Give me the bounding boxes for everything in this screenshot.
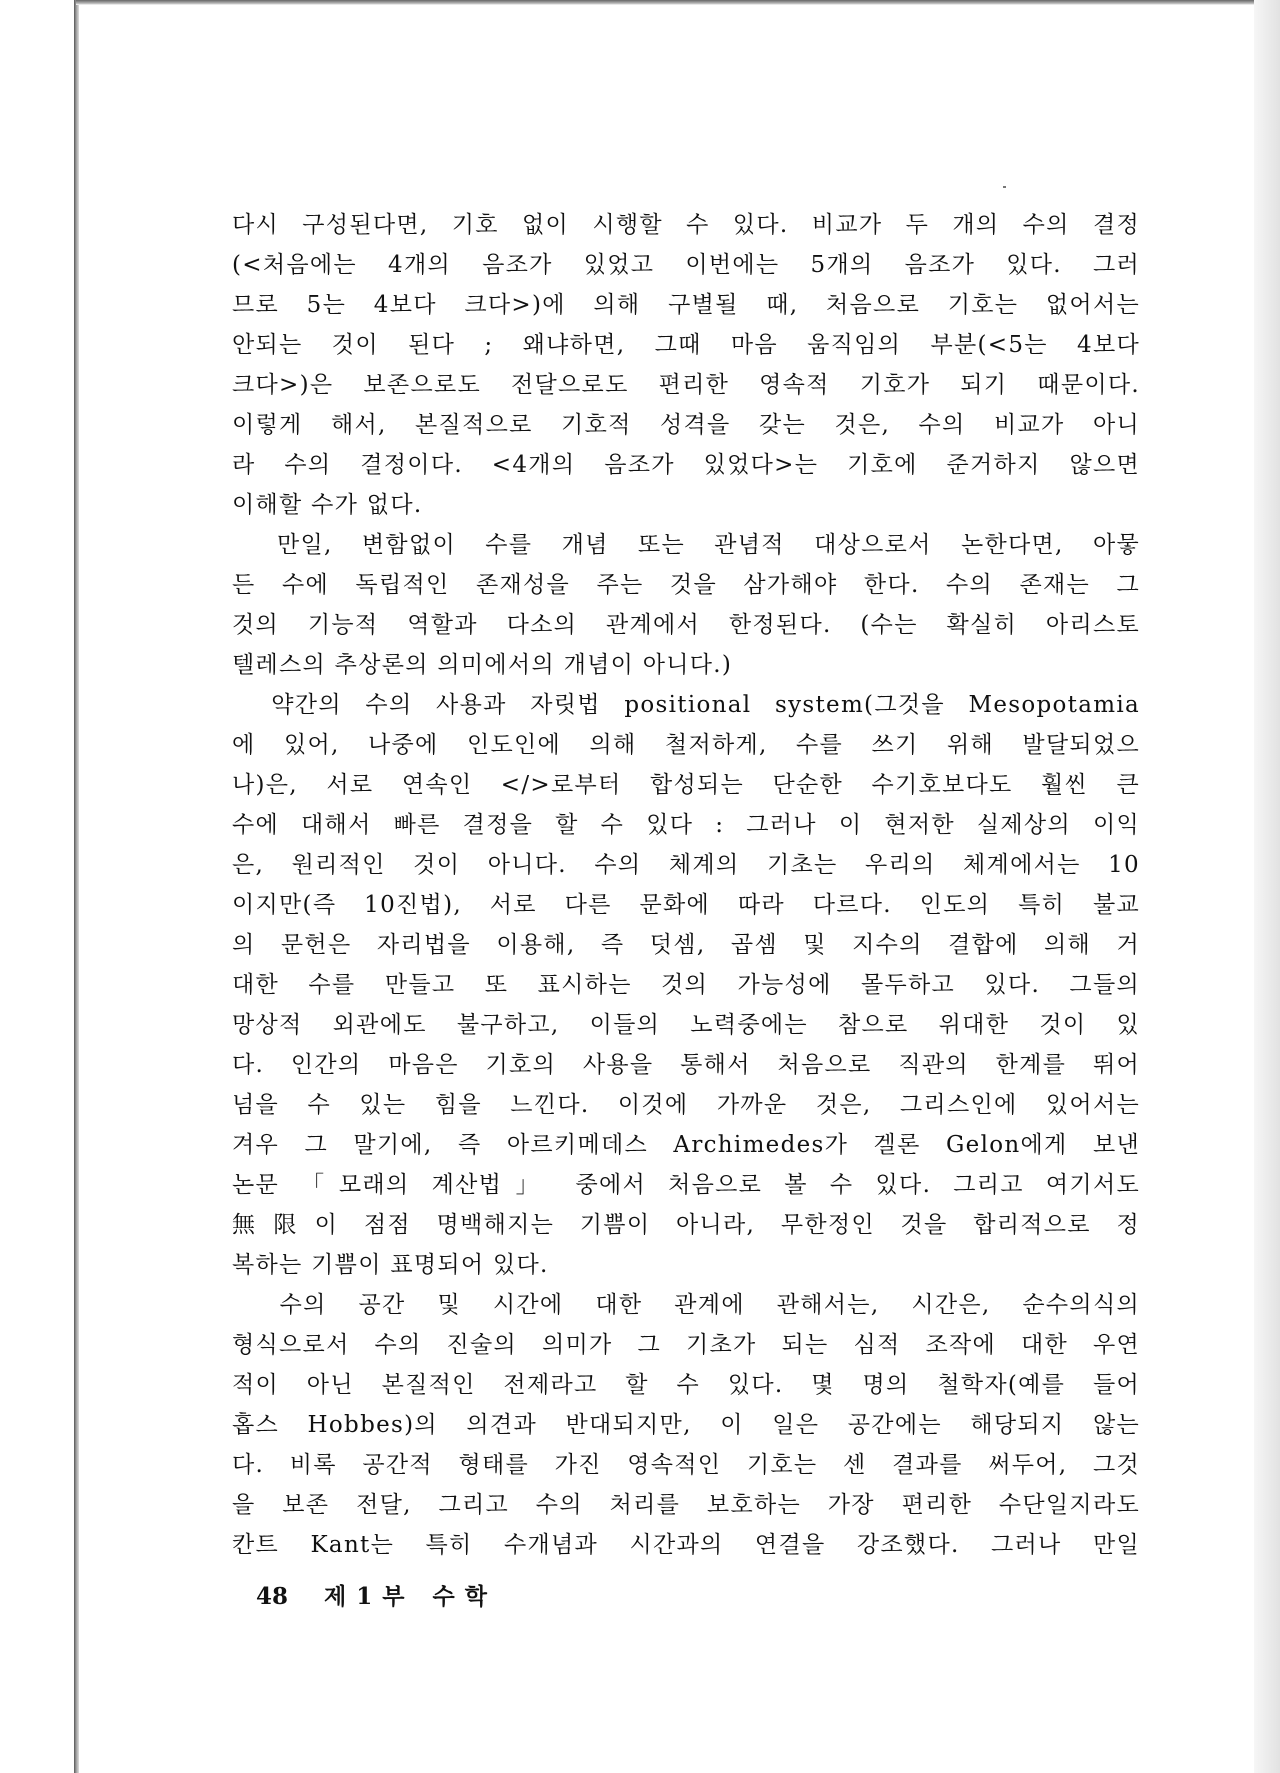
text-line: 약간의 수의 사용과 자릿법 positional system(그것을 Mesopotamia [232, 692, 1140, 718]
text-line: 수의 공간 및 시간에 대한 관계에 관해서는, 시간은, 순수의식의 [232, 1292, 1140, 1318]
text-line: 복하는 기쁨이 표명되어 있다. [232, 1252, 549, 1278]
text-line: 이지만(즉 10진법), 서로 다른 문화에 따라 다르다. 인도의 특히 불교 [232, 892, 1140, 918]
body-text [232, 205, 1140, 1565]
text-line: 이렇게 해서, 본질적으로 기호적 성격을 갖는 것은, 수의 비교가 아니 [232, 412, 1140, 438]
text-line: 크다>)은 보존으로도 전달으로도 편리한 영속적 기호가 되기 때문이다. [232, 372, 1140, 398]
text-line: 안되는 것이 된다 ; 왜냐하면, 그때 마음 움직임의 부분(<5는 4보다 [232, 332, 1140, 358]
text-line: 을 보존 전달, 그리고 수의 처리를 보호하는 가장 편리한 수단일지라도 [232, 1492, 1140, 1518]
text-line: 다. 비록 공간적 형태를 가진 영속적인 기호는 센 결과를 써두어, 그것 [232, 1452, 1140, 1478]
text-line: 만일, 변함없이 수를 개념 또는 관념적 대상으로서 논한다면, 아뭏 [232, 532, 1140, 558]
text-line: 다시 구성된다면, 기호 없이 시행할 수 있다. 비교가 두 개의 수의 결정 [232, 212, 1140, 238]
text-line: 은, 원리적인 것이 아니다. 수의 체계의 기초는 우리의 체계에서는 10 [232, 852, 1140, 878]
text-line: 無限이 점점 명백해지는 기쁨이 아니라, 무한정인 것을 합리적으로 정 [232, 1212, 1140, 1238]
text-line: 에 있어, 나중에 인도인에 의해 철저하게, 수를 쓰기 위해 발달되었으 [232, 732, 1140, 758]
text-line: 적이 아닌 본질적인 전제라고 할 수 있다. 몇 명의 철학자(예를 들어 [232, 1372, 1140, 1398]
text-line: 든 수에 독립적인 존재성을 주는 것을 삼가해야 한다. 수의 존재는 그 [232, 572, 1140, 598]
text-line: 대한 수를 만들고 또 표시하는 것의 가능성에 몰두하고 있다. 그들의 [232, 972, 1140, 998]
text-line: 다. 인간의 마음은 기호의 사용을 통해서 처음으로 직관의 한계를 뛰어 [232, 1052, 1140, 1078]
running-footer-part-title: 제1부 수학 [324, 1583, 497, 1610]
text-line: 이해할 수가 없다. [232, 492, 423, 518]
text-line: 수에 대해서 빠른 결정을 할 수 있다 : 그러나 이 현저한 실제상의 이익 [232, 812, 1140, 838]
page-number: 48 [256, 1583, 289, 1610]
page-right-shadow [1254, 0, 1280, 1773]
page-left-binding-edge [74, 0, 79, 1773]
text-line: 것의 기능적 역할과 다소의 관계에서 한정된다. (수는 확실히 아리스토 [232, 612, 1140, 638]
text-line: 논문 「모래의 계산법」 중에서 처음으로 볼 수 있다. 그리고 여기서도 [232, 1172, 1140, 1198]
text-line: (<처음에는 4개의 음조가 있었고 이번에는 5개의 음조가 있다. 그러 [232, 252, 1140, 278]
text-line: 홉스 Hobbes)의 의견과 반대되지만, 이 일은 공간에는 해당되지 않는 [232, 1412, 1140, 1438]
text-line: 칸트 Kant는 특히 수개념과 시간과의 연결을 강조했다. 그러나 만일 [232, 1532, 1140, 1558]
text-line: 의 문헌은 자리법을 이용해, 즉 덧셈, 곱셈 및 지수의 결합에 의해 거 [232, 932, 1140, 958]
text-line: 텔레스의 추상론의 의미에서의 개념이 아니다.) [232, 652, 733, 678]
text-line: 나)은, 서로 연속인 </>로부터 합성되는 단순한 수기호보다도 훨씬 큰 [232, 772, 1140, 798]
text-line: 넘을 수 있는 힘을 느낀다. 이것에 가까운 것은, 그리스인에 있어서는 [232, 1092, 1140, 1118]
page-footer [256, 1578, 497, 1611]
text-line: 망상적 외관에도 불구하고, 이들의 노력중에는 참으로 위대한 것이 있 [232, 1012, 1140, 1038]
text-line: 므로 5는 4보다 크다>)에 의해 구별될 때, 처음으로 기호는 없어서는 [232, 292, 1140, 318]
page-top-edge [76, 0, 1256, 5]
text-line: 겨우 그 말기에, 즉 아르키메데스 Archimedes가 겔론 Gelon에게 보낸 [232, 1132, 1140, 1158]
text-line: 라 수의 결정이다. <4개의 음조가 있었다>는 기호에 준거하지 않으면 [232, 452, 1140, 478]
scan-dust-speck [1003, 186, 1006, 188]
text-line: 형식으로서 수의 진술의 의미가 그 기초가 되는 심적 조작에 대한 우연 [232, 1332, 1140, 1358]
